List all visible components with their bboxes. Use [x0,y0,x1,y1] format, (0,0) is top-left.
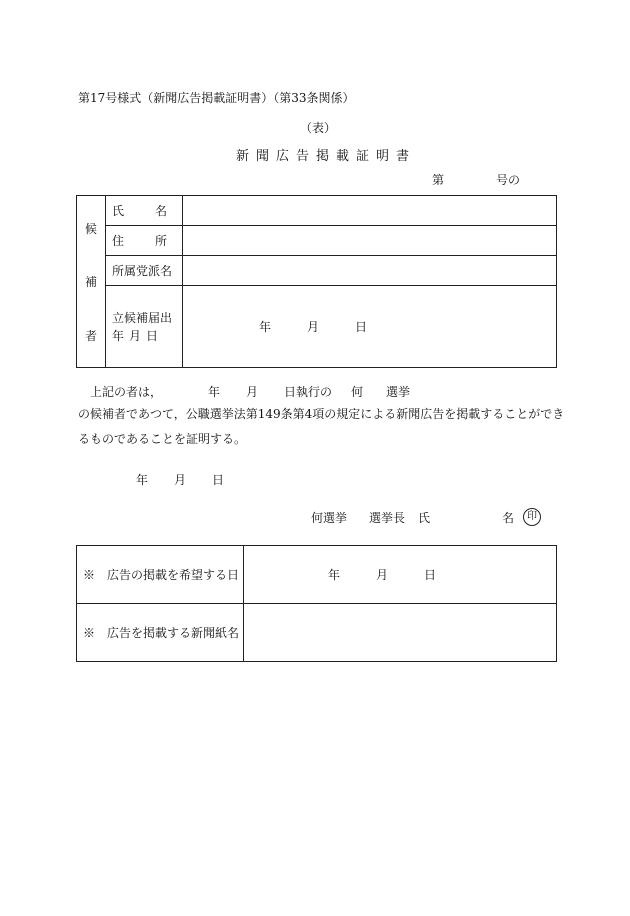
signer-role: 選挙長 [369,511,406,525]
candidate-char-1: 候 [84,221,97,236]
name-label [106,196,183,226]
statement-month: 月 [246,385,259,399]
desired-day: 日 [424,568,437,582]
issue-month: 月 [174,473,187,487]
statement-line-3: るものであることを証明する。 [78,432,247,446]
statement-intro: 上記の者は， [90,385,163,399]
ad-request-table [76,545,557,662]
filing-label-day: 日 [145,328,158,343]
newspaper-field[interactable] [244,604,557,662]
filing-date-label [106,286,183,368]
number-prefix: 第 [432,173,445,187]
issue-day: 日 [212,473,225,487]
address-field[interactable] [183,226,557,256]
candidate-char-2: 補 [84,275,97,289]
page-title: 新聞広告掲載証明書 [236,149,417,164]
filing-month: 月 [307,320,320,334]
address-label [106,226,183,256]
front-side-label: （表） [300,121,337,135]
signer-election: 何選挙 [311,511,348,525]
candidate-char-3: 者 [84,328,97,343]
desired-year: 年 [328,568,341,582]
statement-which: 何 [351,385,364,399]
statement-line-2: の候補者であつて，公職選挙法第149条第4項の規定による新聞広告を掲載することができ [78,407,565,421]
seal-icon: 印 [523,508,541,526]
desired-date-label: ※ 広告の掲載を希望する日 [77,546,244,604]
statement-line-1 [90,386,410,398]
address-label-char-2: 所 [154,234,167,248]
party-field[interactable] [183,256,557,286]
filing-label-year: 年 [112,328,125,343]
address-label-char-1: 住 [112,234,125,248]
certificate-number [432,174,520,186]
filing-label-month: 月 [128,328,141,343]
signer-given: 名 [502,511,515,525]
desired-date-field[interactable] [244,546,557,604]
party-label: 所属党派名 [106,256,183,286]
filing-day: 日 [355,320,368,334]
signer-line [311,512,514,524]
candidate-table [76,195,557,368]
name-field[interactable] [183,196,557,226]
newspaper-label: ※ 広告を掲載する新聞紙名 [77,604,244,662]
issue-year: 年 [136,473,149,487]
desired-month: 月 [376,568,389,582]
name-label-char-2: 名 [154,204,167,218]
name-label-char-1: 氏 [112,204,125,218]
statement-day: 日執行の [284,385,333,399]
issue-date [136,474,250,486]
statement-year: 年 [208,385,221,399]
filing-date-field[interactable] [183,286,557,368]
statement-election: 選挙 [386,385,411,399]
filing-year: 年 [259,320,272,334]
signer-family: 氏 [418,511,431,525]
number-suffix: 号の [496,173,521,187]
filing-date-label-line1: 立候補届出 [112,310,173,325]
candidate-group-label [77,196,106,368]
form-number-title: 第17号様式（新聞広告掲載証明書）（第33条関係） [78,91,355,105]
